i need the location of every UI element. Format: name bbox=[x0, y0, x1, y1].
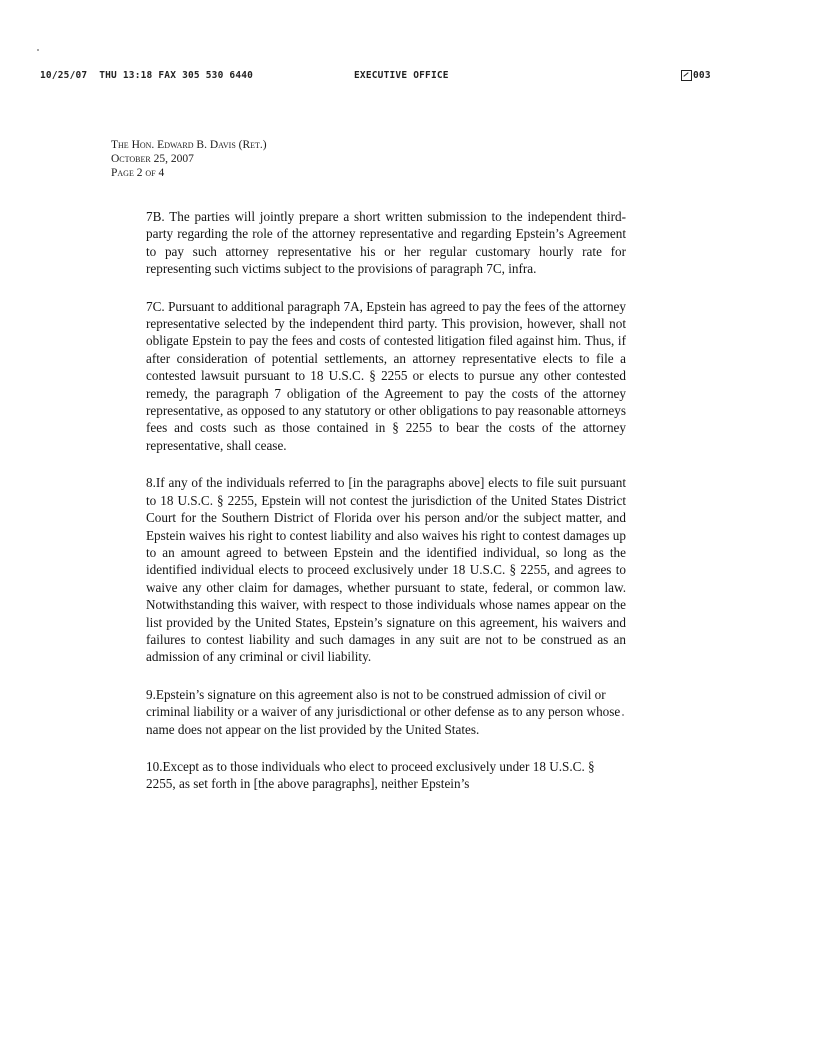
paragraph-8: 8.If any of the individuals referred to [in the paragraphs above] elects to file suit pursuant to 18 U.S.C. § 2255, Epstein will not contest the jurisdiction of the United States District Court for the Southern District of Florida over his person and/or the subject matter, and Epstein waives his right to contest liability and also waives his right to contest damages up to an amount agreed to between Epstein and the identified individual, so long as the identified individual elects to proceed exclusively under 18 U.S.C. § 2255, and agrees to waive any other claim for damages, whether pursuant to state, federal, or common law. Notwithstanding this waiver, with respect to those individuals whose names appear on the list provided by the United States, Epstein’s signature on this agreement, his waivers and failures to contest liability and such damages in any suit are not to be construed as an admission of any criminal or civil liability. bbox=[146, 475, 626, 665]
letter-body bbox=[146, 208, 626, 813]
letter-header bbox=[111, 138, 267, 180]
paragraph-7c: 7C. Pursuant to additional paragraph 7A, Epstein has agreed to pay the fees of the attorney representative selected by the independent third party. This provision, however, shall not obligate Epstein to pay the fees and costs of contested litigation filed against him. Thus, if after consideration of potential settlements, an attorney representative elects to file a contested lawsuit pursuant to 18 U.S.C. § 2255 or elects to pursue any other contested remedy, the paragraph 7 obligation of the Agreement to pay the costs of the attorney representative, as opposed to any statutory or other obligations to pay reasonable attorneys fees and costs such as those contained in § 2255 to bear the costs of the attorney representative, shall cease. bbox=[146, 298, 626, 453]
page-indicator: Page 2 of 4 bbox=[111, 167, 165, 179]
fax-page-icon bbox=[681, 70, 692, 81]
paragraph-7b: 7B. The parties will jointly prepare a short written submission to the independent third-party regarding the role of the attorney representative and regarding Epstein’s Agreement to pay such attorney representative his or her regular customary hourly rate for representing such victims subject to the provisions of paragraph 7C, infra. bbox=[146, 209, 626, 277]
fax-header bbox=[40, 70, 740, 84]
fax-transmission-info: 10/25/07 THU 13:18 FAX 305 530 6440 bbox=[40, 70, 254, 81]
fax-sender-office: EXECUTIVE OFFICE bbox=[354, 70, 449, 81]
paragraph-9: 9.Epstein’s signature on this agreement also is not to be construed admission of civil or criminal liability or a waiver of any jurisdictional or other defense as to any person whose name does not appear on the list provided by the United States. bbox=[146, 686, 621, 737]
scan-speck bbox=[37, 49, 39, 51]
addressee-line: The Hon. Edward B. Davis (Ret.) bbox=[111, 139, 267, 151]
letter-date: October 25, 2007 bbox=[111, 153, 194, 165]
fax-page-counter bbox=[681, 70, 711, 81]
paragraph-10: 10.Except as to those individuals who elect to proceed exclusively under 18 U.S.C. § 2255, as set forth in [the above paragraphs], neither Epstein’s bbox=[146, 758, 595, 792]
scan-speck bbox=[622, 714, 624, 716]
fax-page-number: 003 bbox=[693, 70, 711, 81]
